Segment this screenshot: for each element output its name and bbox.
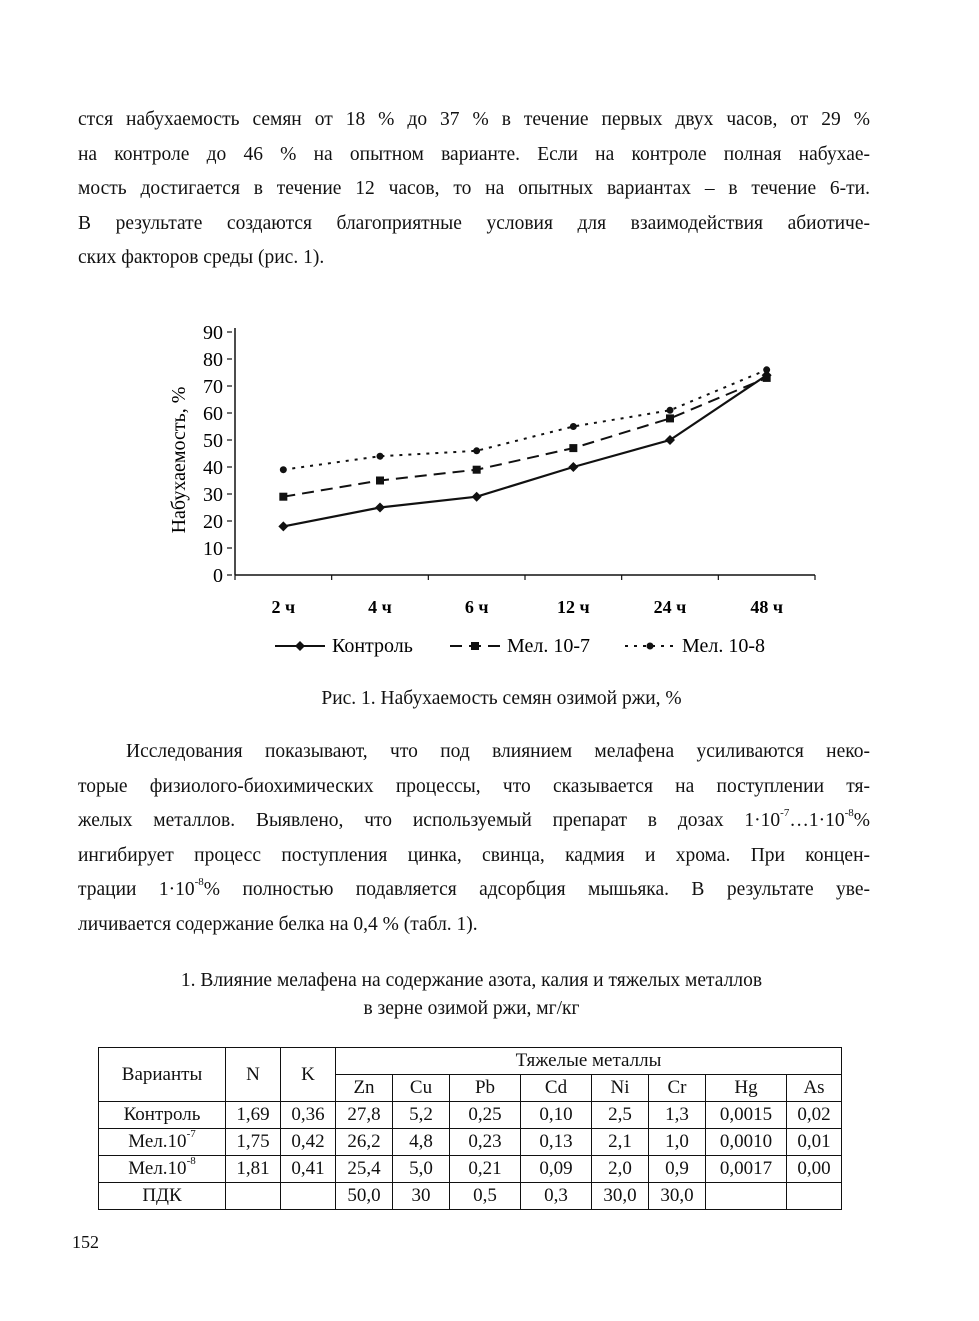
header-hg: Hg (706, 1075, 787, 1102)
data-point (472, 492, 482, 502)
table-cell: 1,0 (649, 1129, 706, 1156)
table-cell: 0,9 (649, 1156, 706, 1183)
table-cell: 2,0 (592, 1156, 649, 1183)
table-row (99, 1102, 842, 1129)
table-cell: 30 (393, 1183, 450, 1210)
text-line: желых металлов. Выявлено, что используемый препарат в дозах $1\cdot 10^{-7}\dots 1\cdot 10^{-8}\%$ (78, 806, 870, 831)
y-tick-labels (203, 322, 232, 587)
table-cell: 1,81 (226, 1156, 281, 1183)
table-cell: 0,41 (281, 1156, 336, 1183)
series-group (280, 366, 770, 473)
table-row (99, 1129, 842, 1156)
data-point (280, 466, 287, 473)
header-cd: Cd (521, 1075, 592, 1102)
text-line: личивается содержание белка на 0,4 % (табл. 1). (78, 913, 478, 935)
y-tick-label: 70 (203, 376, 223, 398)
findings-paragraph (78, 735, 870, 942)
header-heavy-metals: Тяжелые металлы (336, 1048, 842, 1075)
data-point (763, 374, 771, 382)
table-cell: 4,8 (393, 1129, 450, 1156)
table-cell: 0,0015 (706, 1102, 787, 1129)
header-pb: Pb (450, 1075, 521, 1102)
row-label: $Мел.10^{-7}$ (99, 1129, 226, 1156)
header-as: As (787, 1075, 842, 1102)
x-tick-label: 48 ч (750, 597, 783, 617)
data-point (376, 477, 384, 485)
table-cell: 5,2 (393, 1102, 450, 1129)
table-cell: 27,8 (336, 1102, 393, 1129)
chart-axes (235, 328, 815, 580)
legend-label: Мел. 10-8 (682, 635, 766, 657)
data-point (278, 521, 288, 531)
table-row (99, 1183, 842, 1210)
x-tick-label: 4 ч (368, 597, 392, 617)
data-point (569, 444, 577, 452)
table-subtitle: в зерне озимой ржи, мг/кг (363, 998, 580, 1019)
row-label: $Мел.10^{-8}$ (99, 1156, 226, 1183)
table-cell: 0,25 (450, 1102, 521, 1129)
table-cell: 26,2 (336, 1129, 393, 1156)
legend-label: Контроль (332, 635, 413, 657)
text-line: В результате создаются благоприятные условия для взаимодействия абиотиче- (78, 212, 870, 234)
text-line: ских факторов среды (рис. 1). (78, 247, 325, 268)
row-label: ПДК (99, 1183, 226, 1210)
x-tick-label: 6 ч (464, 597, 489, 617)
data-point (570, 423, 577, 430)
table-cell: 0,5 (450, 1183, 521, 1210)
series-line (283, 375, 766, 526)
table-cell: 0,23 (450, 1129, 521, 1156)
data-point (666, 414, 674, 422)
y-tick-label: 20 (203, 511, 223, 533)
y-tick-label: 60 (203, 403, 223, 425)
y-tick-label: 80 (203, 349, 223, 371)
x-tick-label: 12 ч (557, 597, 590, 617)
data-point (473, 466, 481, 474)
y-tick-label: 30 (203, 484, 223, 506)
table-cell: 0,42 (281, 1129, 336, 1156)
table-cell: 1,75 (226, 1129, 281, 1156)
table-cell (706, 1183, 787, 1210)
legend-marker (647, 643, 654, 650)
x-tick-label: 24 ч (653, 597, 687, 617)
intro-paragraph (78, 103, 870, 276)
table-cell: 2,1 (592, 1129, 649, 1156)
table-cell (226, 1183, 281, 1210)
header-variants: Варианты (99, 1048, 226, 1102)
table-cell: 0,02 (787, 1102, 842, 1129)
series-group (278, 370, 771, 531)
header-cr: Cr (649, 1075, 706, 1102)
table-cell: 0,01 (787, 1129, 842, 1156)
table-cell: 0,21 (450, 1156, 521, 1183)
text-line: торые физиолого-биохимических процессы, что сказывается на поступлении тя- (78, 775, 870, 797)
data-point (763, 366, 770, 373)
table-title: 1. Влияние мелафена на содержание азота, калия и тяжелых металлов (180, 970, 763, 991)
text-line: стся набухаемость семян от 18 % до 37 % в течение первых двух часов, от 29 % (78, 109, 870, 130)
y-tick-label: 10 (203, 538, 223, 560)
table-cell: 30,0 (649, 1183, 706, 1210)
y-tick-label: 90 (203, 322, 223, 344)
y-tick-label: 50 (203, 430, 223, 452)
x-tick-labels (272, 597, 783, 617)
table-cell: 0,0010 (706, 1129, 787, 1156)
table-cell: 0,09 (521, 1156, 592, 1183)
text-line: на контроле до 46 % на опытном варианте. Если на контроле полная набухае- (78, 143, 870, 165)
table-cell: 25,4 (336, 1156, 393, 1183)
text-line: ингибирует процесс поступления цинка, свинца, кадмия и хрома. При концен- (78, 844, 870, 866)
row-label: Контроль (99, 1102, 226, 1129)
data-point (375, 503, 385, 513)
table-cell: 0,0017 (706, 1156, 787, 1183)
table-cell: 5,0 (393, 1156, 450, 1183)
metals-table (98, 1047, 842, 1210)
table-cell: 50,0 (336, 1183, 393, 1210)
header-ni: Ni (592, 1075, 649, 1102)
x-tick-label: 2 ч (271, 597, 296, 617)
series-line (283, 370, 766, 470)
data-point (667, 407, 674, 414)
header-k: K (281, 1048, 336, 1102)
text-line: мость достигается в течение 12 часов, то на опытных вариантах – в течение 6-ти. (78, 178, 870, 199)
table-cell: 0,00 (787, 1156, 842, 1183)
header-cu: Cu (393, 1075, 450, 1102)
table-header-row (99, 1048, 842, 1075)
table-cell: 2,5 (592, 1102, 649, 1129)
table-cell: 30,0 (592, 1183, 649, 1210)
y-tick-label: 40 (203, 457, 223, 479)
legend-marker (295, 641, 305, 651)
chart-legend (275, 635, 765, 657)
header-n: N (226, 1048, 281, 1102)
figure-caption: Рис. 1. Набухаемость семян озимой ржи, % (321, 688, 682, 709)
table-cell (281, 1183, 336, 1210)
data-point (473, 447, 480, 454)
text-line: трации $1\cdot 10^{-8}\%$ полностью подавляется адсорбция мышьяка. В результате уве- (78, 875, 871, 900)
series-line (283, 378, 766, 497)
table-cell: 1,3 (649, 1102, 706, 1129)
y-axis-label: Набухаемость, % (168, 386, 190, 534)
legend-label: Мел. 10-7 (507, 635, 591, 657)
data-point (279, 493, 287, 501)
legend-marker (471, 642, 479, 650)
table-cell (787, 1183, 842, 1210)
table-cell: 0,3 (521, 1183, 592, 1210)
swelling-line-chart (150, 305, 830, 675)
page-number: 152 (72, 1232, 99, 1252)
series-lines (278, 366, 771, 531)
header-zn: Zn (336, 1075, 393, 1102)
data-point (568, 462, 578, 472)
text-line: Исследования показывают, что под влиянием мелафена усиливаются неко- (126, 741, 870, 762)
table-cell: 1,69 (226, 1102, 281, 1129)
table-body (99, 1102, 842, 1210)
table-cell: 0,36 (281, 1102, 336, 1129)
y-tick-label: 0 (213, 565, 223, 587)
data-point (377, 453, 384, 460)
table-row (99, 1156, 842, 1183)
table-cell: 0,13 (521, 1129, 592, 1156)
table-cell: 0,10 (521, 1102, 592, 1129)
